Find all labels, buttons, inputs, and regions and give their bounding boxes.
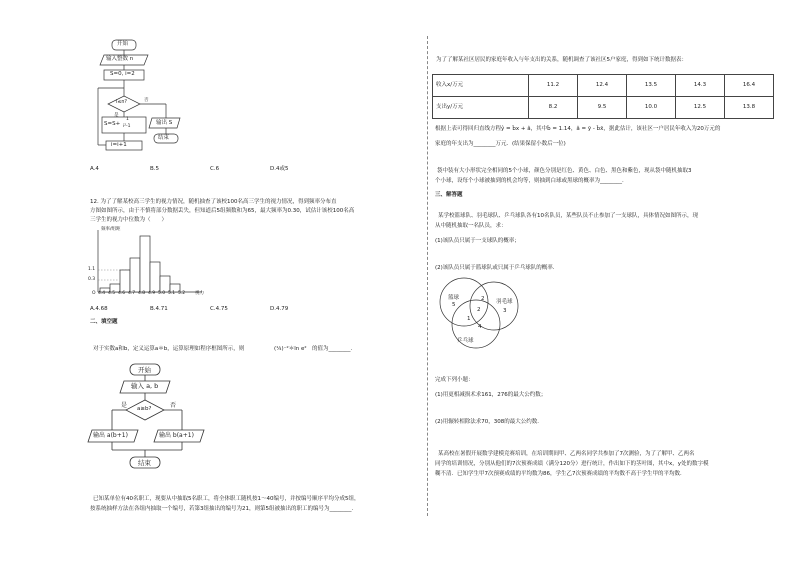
flow2-start-label: 开始 — [138, 366, 151, 374]
q15-after-2: 家庭的年支出为________万元．(结果保留小数后一位) — [435, 141, 566, 147]
table-cell: 收入x/万元 — [433, 75, 529, 97]
hist-ylabel: 频率/组距 — [101, 227, 121, 232]
flow2-end-label: 结束 — [138, 459, 151, 467]
venn-label-basketball: 篮球 — [448, 295, 460, 301]
q11-option-b: B.5 — [150, 166, 160, 172]
flow1-no-label: 否 — [144, 98, 149, 103]
flow1-frac-den: i²-1 — [123, 124, 131, 129]
flow1-start-label: 开始 — [117, 41, 129, 47]
flow2-no-label: 否 — [170, 402, 177, 409]
income-expense-table — [432, 74, 774, 119]
q13-text: 对于实数a和b，定义运算a＊b，运算原理如程序框图所示，则 — [93, 346, 245, 352]
table-cell: 13.8 — [725, 97, 774, 119]
flow1-inc-label: i=i+1 — [111, 142, 127, 148]
q17-line-1: 某学校篮球队、羽毛球队、乒乓球队各有10名队员，某些队员不止参加了一支球队，具体情况如图所示，现 — [438, 213, 699, 219]
flow1-yes-label: 是 — [114, 113, 119, 118]
flow1-end-label: 结束 — [158, 135, 170, 141]
hist-bar — [130, 258, 140, 292]
q14-line-1: 已知某单位有40名职工，现要从中抽取5名职工，将全体职工随机按1～40编号，并按编号顺序平均分成5组， — [93, 496, 360, 502]
venn-count-bottom: 4 — [478, 324, 482, 330]
flow2-out-right-label: 输出 b(a+1) — [159, 432, 194, 439]
flow1-input-label: 输入整数 n — [106, 56, 134, 62]
section-2-heading: 二、填空题 — [90, 319, 118, 325]
venn-count-top: 2 — [481, 296, 485, 302]
hist-bar — [120, 270, 130, 292]
hist-x-tick: 4.7 — [128, 291, 136, 296]
q19-line-2: 同学的培训情况，分别从他们的7次预赛成绩（满分120分）进行统计，作出如下的茎叶图，其中x，y处的数字模 — [435, 461, 709, 467]
venn-label-badminton: 羽毛球 — [496, 299, 513, 305]
hist-bar — [160, 276, 170, 292]
flow1-frac-num: 1 — [126, 117, 129, 122]
venn-label-pingpong: 乒乓球 — [457, 338, 474, 344]
flow2-input-label: 输入 a, b — [131, 382, 159, 390]
q11-options — [90, 166, 420, 174]
venn-count-left: 1 — [467, 316, 471, 322]
q15-text: 为了了解某社区居民的家庭年收入与年支出的关系，随机调查了该社区5户家庭，得到如下统计数据表： — [436, 57, 688, 63]
hist-x-tick: 4.9 — [148, 291, 156, 296]
hist-y-tick-1: 1.1 — [88, 267, 96, 272]
flow1-update-label: S=S+ — [104, 121, 121, 127]
table-cell: 14.3 — [676, 75, 725, 97]
table-row — [433, 97, 774, 119]
flowchart-2 — [86, 362, 206, 474]
q12-line-3: 三学生的视力中位数为（ ） — [90, 217, 168, 223]
flow2-yes-label: 是 — [121, 402, 128, 409]
flow2-out-left-label: 输出 a(b+1) — [93, 432, 128, 439]
hist-xlabel: 视力 — [195, 291, 204, 296]
q11-option-d: D.4或5 — [270, 166, 289, 172]
q18-part-1: (1)用更相减损术求161，276的最大公约数； — [435, 392, 547, 398]
section-3-heading: 三、解答题 — [435, 192, 463, 198]
q16-line-1: 袋中装有大小形状完全相同的5个小球，颜色分别是红色、黄色、白色、黑色和紫色，现从袋中随机抽取3 — [437, 168, 692, 174]
table-cell: 10.0 — [627, 97, 676, 119]
hist-bar — [150, 262, 160, 292]
q13-expression: (¹⁄₄)⁻²＊ln e² — [274, 346, 307, 352]
hist-y-tick-2: 0.3 — [88, 277, 96, 282]
hist-x-tick: 5.0 — [158, 291, 166, 296]
hist-x-tick: 5.2 — [178, 291, 186, 296]
q12-line-2: 方图如图所示，由于不慎将部分数据丢失，但知道后5组频数和为65，最大频率为0.30，试估计该校100名高 — [90, 208, 355, 214]
table-cell: 12.4 — [578, 75, 627, 97]
table-cell: 8.2 — [529, 97, 578, 119]
q17-part-2: (2)该队员只属于篮球队或只属于乒乓球队的概率． — [435, 265, 559, 271]
q18-part-2: (2)用辗转相除法求70，308的最大公约数． — [435, 419, 543, 425]
table-cell: 9.5 — [578, 97, 627, 119]
q15-after-1: 根据上表可得回归直线方程ŷ = b̂x + â，其中b̂ = 1.14，â = ȳ - b̂x̄，据此估计，该社区一户居民年收入为20万元的 — [435, 126, 721, 132]
table-cell: 12.5 — [676, 97, 725, 119]
q19-line-3: 糊不清．已知学生甲7次预赛成绩的平均数为86，学生乙7次预赛成绩的平均数不高于学生甲的平均数． — [435, 471, 686, 477]
venn-count-center: 2 — [477, 307, 481, 313]
hist-x-tick: 4.6 — [118, 291, 126, 296]
hist-x-tick: 4.5 — [108, 291, 116, 296]
venn-count-basketball: 5 — [452, 302, 456, 308]
venn-diagram — [436, 276, 526, 352]
q18-heading: 完成下列小题： — [435, 377, 474, 383]
table-cell: 13.5 — [627, 75, 676, 97]
q19-line-1: 某高校在暑假开展数学建模竞赛培训，在培训期间甲、乙两名同学共参加了7次测验，为了了解甲、乙两名 — [438, 451, 695, 457]
hist-x-tick: 4.4 — [98, 291, 106, 296]
flow2-cond-label: a≥b? — [137, 406, 152, 412]
table-cell: 16.4 — [725, 75, 774, 97]
table-row — [433, 75, 774, 97]
flow1-output-label: 输出 S — [156, 120, 173, 126]
hist-x-ticks — [98, 291, 198, 298]
q11-option-a: A.4 — [90, 166, 99, 172]
venn-count-right: 3 — [503, 308, 507, 314]
q14-line-2: 按系统抽样方法在各组内抽取一个编号，若第3组抽出的编号为21，则第5组被抽出的职工的编号为________. — [90, 506, 354, 512]
flow1-cond-label: i≤n? — [116, 100, 127, 105]
hist-x-tick: 4.8 — [138, 291, 146, 296]
table-cell: 11.2 — [529, 75, 578, 97]
table-cell: 支出y/万元 — [433, 97, 529, 119]
q17-line-2: 从中随机抽取一名队员，求： — [435, 223, 507, 229]
q16-line-2: 个小球，设每个小球被抽到的机会均等，则抽到白球或黑球的概率为________. — [435, 178, 624, 184]
q12-option-c: C.4.75 — [210, 306, 228, 312]
hist-origin: O — [92, 291, 96, 296]
q17-part-1: (1)该队员只属于一支球队的概率； — [435, 238, 520, 244]
hist-bar — [140, 236, 150, 292]
q11-option-c: C.6 — [210, 166, 220, 172]
q12-option-b: B.4.71 — [150, 306, 168, 312]
q12-option-a: A.4.68 — [90, 306, 108, 312]
hist-x-tick: 5.1 — [168, 291, 176, 296]
flow1-init-label: S=0, i=2 — [110, 71, 135, 77]
q12-option-d: D.4.79 — [270, 306, 289, 312]
q13-tail: 的值为________. — [312, 346, 353, 352]
q12-line-1: 12. 为了了解某校高三学生的视力情况，随机抽查了该校100名高三学生的视力情况，得到频率分布直 — [90, 199, 337, 205]
q12-options — [90, 306, 420, 314]
